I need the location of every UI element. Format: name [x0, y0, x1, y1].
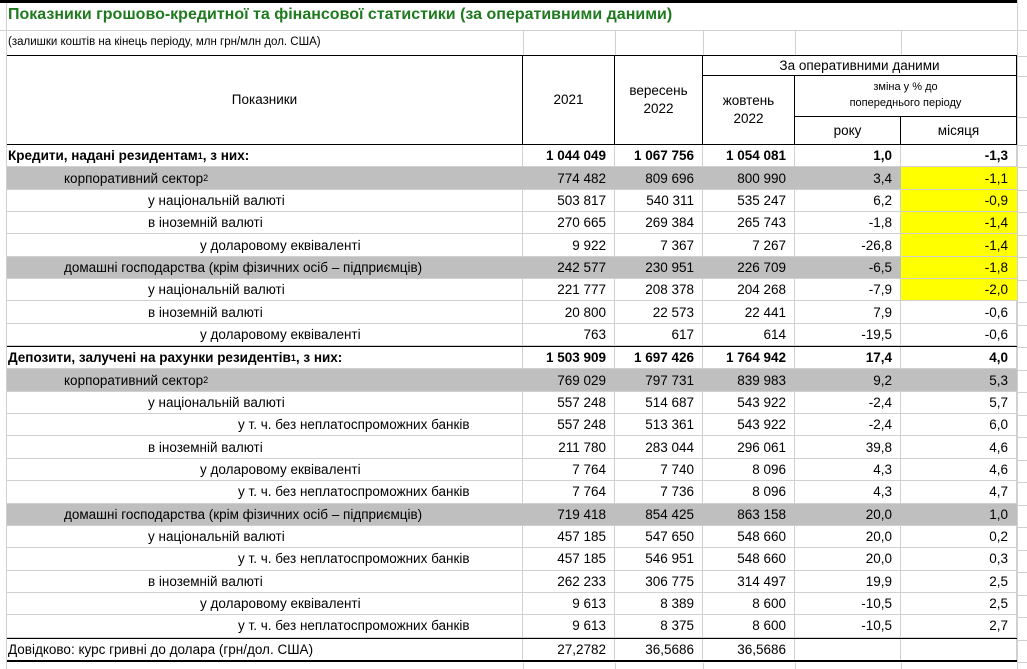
gridline [1018, 370, 1027, 371]
cell-oct-2022[interactable]: 839 983 [737, 372, 786, 388]
table-row [7, 504, 1017, 526]
cell-change-year[interactable]: 19,9 [795, 571, 901, 592]
gridline [1018, 640, 1027, 641]
cell-2021[interactable]: 20 800 [523, 301, 615, 322]
cell-oct-2022[interactable]: 1 764 942 [703, 347, 795, 368]
cell-oct-2022[interactable]: 548 660 [703, 548, 795, 569]
cell-change-month[interactable]: 4,0 [901, 347, 1017, 368]
cell-oct-2022[interactable]: 543 922 [703, 414, 795, 435]
table-row [7, 548, 1017, 570]
cell-2021[interactable]: 769 029 [557, 372, 606, 388]
cell-change-year[interactable]: 17,4 [795, 347, 901, 368]
cell-2021[interactable]: 9 613 [523, 593, 615, 614]
row-label: у т. ч. без неплатоспроможних банків [238, 417, 470, 433]
row-label: у національній валюті [148, 192, 285, 208]
gridline [1018, 347, 1027, 348]
col-header-sep-2022[interactable]: вересень 2022 [615, 56, 703, 145]
cell-change-month[interactable]: -1,1 [901, 167, 1017, 188]
col-header-2021[interactable]: 2021 [523, 56, 615, 145]
cell-change-month[interactable]: 5,3 [989, 372, 1008, 388]
cell-oct-2022[interactable]: 614 [703, 324, 795, 345]
cell-oct-2022[interactable]: 314 497 [703, 571, 795, 592]
cell-change-month[interactable]: 4,6 [901, 436, 1017, 457]
gridline [1018, 30, 1027, 31]
row-label-cell[interactable] [7, 234, 523, 255]
cell-2021[interactable]: 763 [523, 324, 615, 345]
cell-2021[interactable]: 7 764 [523, 481, 615, 502]
cell-sep-2022[interactable]: 547 650 [615, 526, 703, 547]
cell-sep-2022[interactable]: 617 [615, 324, 703, 345]
table-row [7, 638, 1017, 662]
gridline [1018, 280, 1027, 281]
cell-sep-2022[interactable]: 36,5686 [615, 639, 703, 660]
gridline [1018, 257, 1027, 258]
table-row [7, 145, 1017, 167]
row-label-cell[interactable] [7, 504, 523, 525]
table-row [7, 369, 1017, 391]
gridline [703, 31, 704, 55]
cell-oct-2022[interactable]: 204 268 [703, 279, 795, 300]
cell-2021[interactable]: 557 248 [523, 392, 615, 413]
row-label-cell[interactable] [7, 324, 523, 345]
row-label: Довідково: курс гривні до долара (грн/дол. США) [8, 641, 314, 657]
gridline [1018, 117, 1027, 118]
gridline [703, 663, 704, 669]
table-row [7, 324, 1017, 346]
table-row [7, 279, 1017, 301]
row-label-cell[interactable] [7, 593, 523, 614]
row-label-cell[interactable] [7, 257, 523, 278]
row-label-cell[interactable] [7, 615, 523, 636]
cell-change-year[interactable]: 1,0 [795, 145, 901, 166]
row-label: в іноземній валюті [148, 304, 263, 320]
gridline [1018, 617, 1027, 618]
row-label: у т. ч. без неплатоспроможних банків [238, 484, 470, 500]
cell-oct-2022[interactable]: 36,5686 [703, 639, 795, 660]
cell-change-year[interactable]: 6,2 [795, 190, 901, 211]
cell-change-year[interactable]: 20,0 [795, 548, 901, 569]
table-row [7, 190, 1017, 212]
gridline [795, 31, 796, 55]
gridline [615, 31, 616, 55]
col-header-operational[interactable]: За оперативними даними [703, 56, 1017, 76]
row-label: домашні господарства (крім фізичних осіб – підприємців) [64, 506, 423, 522]
cell-change-year[interactable]: 4,3 [795, 481, 901, 502]
table-row [7, 526, 1017, 548]
row-label-cell[interactable]: корпоративний сектор 2 [64, 170, 209, 186]
cell-change-month[interactable]: -0,6 [901, 301, 1017, 322]
row-label-cell[interactable] [7, 279, 523, 300]
row-label-cell[interactable] [7, 301, 523, 322]
cell-change-month[interactable]: 0,3 [901, 548, 1017, 569]
gridline [615, 663, 616, 669]
gridline [523, 663, 524, 669]
gridline [523, 31, 524, 55]
cell-change-year[interactable]: -7,9 [795, 279, 901, 300]
cell-sep-2022[interactable]: 797 731 [645, 372, 694, 388]
cell-2021[interactable]: 242 577 [557, 259, 606, 275]
row-label: домашні господарства (крім фізичних осіб – підприємців) [64, 259, 423, 275]
cell-change-month[interactable] [901, 639, 1017, 660]
cell-change-year[interactable]: 9,2 [873, 372, 892, 388]
cell-change-month[interactable]: -2,0 [901, 279, 1017, 300]
gridline [1018, 595, 1027, 596]
row-label: в іноземній валюті [148, 215, 263, 231]
cell-sep-2022[interactable]: 7 740 [615, 459, 703, 480]
table-header [7, 55, 1017, 146]
cell-sep-2022[interactable]: 8 389 [615, 593, 703, 614]
cell-sep-2022[interactable]: 514 687 [615, 392, 703, 413]
gridline [1018, 460, 1027, 461]
row-label-cell[interactable] [7, 190, 523, 211]
cell-sep-2022[interactable]: 7 367 [615, 234, 703, 255]
row-label-suffix: , з них: [202, 148, 250, 164]
cell-2021[interactable]: 211 780 [523, 436, 615, 457]
cell-2021[interactable]: 557 248 [523, 414, 615, 435]
gridline [795, 663, 796, 669]
table-row [7, 301, 1017, 323]
row-label-cell[interactable] [7, 436, 523, 457]
row-label-cell[interactable] [7, 571, 523, 592]
row-label-cell[interactable] [7, 459, 523, 480]
table-row [7, 414, 1017, 436]
cell-change-year[interactable]: -2,4 [795, 414, 901, 435]
row-label-cell[interactable]: корпоративний сектор 2 [64, 372, 209, 388]
col-header-change-group-label: зміна у % до попереднього періоду [849, 81, 962, 109]
cell-change-year[interactable]: -19,5 [795, 324, 901, 345]
table-row [7, 212, 1017, 234]
gridline [901, 663, 902, 669]
cell-oct-2022[interactable]: 8 096 [703, 481, 795, 502]
cell-change-month[interactable]: -1,3 [901, 145, 1017, 166]
cell-change-year[interactable]: -10,5 [795, 593, 901, 614]
row-label-cell[interactable]: Кредити, надані резидентам 1 , з них: [7, 145, 523, 166]
table-row [7, 481, 1017, 503]
gridline [1018, 167, 1027, 168]
row-label: корпоративний сектор [64, 170, 204, 186]
cell-oct-2022[interactable]: 543 922 [703, 392, 795, 413]
col-header-indicators[interactable]: Показники [7, 56, 523, 145]
gridline [1018, 302, 1027, 303]
cell-change-month[interactable]: 2,7 [901, 615, 1017, 636]
gridline [1018, 190, 1027, 191]
gridline [1018, 550, 1027, 551]
cell-sep-2022[interactable]: 854 425 [645, 506, 694, 522]
table-row [7, 615, 1017, 637]
row-label-cell[interactable] [7, 639, 523, 660]
cell-oct-2022[interactable]: 226 709 [737, 259, 786, 275]
cell-sep-2022[interactable]: 7 736 [615, 481, 703, 502]
gridline [1018, 482, 1027, 483]
row-label: у національній валюті [148, 394, 285, 410]
gridline [1018, 145, 1027, 146]
cell-2021[interactable]: 457 185 [523, 526, 615, 547]
cell-sep-2022[interactable]: 306 775 [615, 571, 703, 592]
row-label: у т. ч. без неплатоспроможних банків [238, 618, 470, 634]
cell-change-year[interactable]: -1,8 [795, 212, 901, 233]
gridline [1018, 572, 1027, 573]
cell-change-month[interactable]: -1,8 [901, 257, 1017, 278]
gridline [0, 30, 1027, 31]
cell-change-year[interactable]: -10,5 [795, 615, 901, 636]
gridline [1018, 235, 1027, 236]
gridline [1018, 437, 1027, 438]
cell-oct-2022[interactable]: 8 096 [703, 459, 795, 480]
table-row [7, 392, 1017, 414]
cell-2021[interactable]: 7 764 [523, 459, 615, 480]
table-row [7, 257, 1017, 279]
row-label: у доларовому еквіваленті [200, 237, 361, 253]
gridline [1018, 212, 1027, 213]
cell-change-year[interactable]: 39,8 [795, 436, 901, 457]
gridline [1017, 0, 1018, 669]
cell-change-month[interactable]: 4,7 [901, 481, 1017, 502]
cell-change-month[interactable]: -0,9 [901, 190, 1017, 211]
cell-2021[interactable]: 9 922 [523, 234, 615, 255]
cell-oct-2022[interactable]: 265 743 [703, 212, 795, 233]
row-label: Кредити, надані резидентам [8, 148, 198, 164]
row-label-cell[interactable] [7, 481, 523, 502]
cell-2021[interactable]: 221 777 [523, 279, 615, 300]
cell-2021[interactable]: 262 233 [523, 571, 615, 592]
cell-change-year[interactable]: -6,5 [868, 259, 892, 275]
row-label-suffix: , з них: [295, 350, 343, 366]
cell-sep-2022[interactable]: 230 951 [645, 259, 694, 275]
cell-2021[interactable]: 270 665 [523, 212, 615, 233]
cell-change-month[interactable]: 2,5 [901, 593, 1017, 614]
cell-change-month[interactable]: -1,4 [901, 212, 1017, 233]
cell-change-month[interactable]: 4,6 [901, 459, 1017, 480]
row-label-cell[interactable] [7, 392, 523, 413]
cell-oct-2022[interactable]: 1 054 081 [703, 145, 795, 166]
top-border-line [0, 0, 1017, 3]
gridline [1018, 415, 1027, 416]
row-label-cell[interactable] [7, 526, 523, 547]
cell-oct-2022[interactable]: 8 600 [703, 593, 795, 614]
cell-2021[interactable]: 9 613 [523, 615, 615, 636]
row-label-cell[interactable]: Депозити, залучені на рахунки резидентів 1 , з них: [7, 347, 523, 368]
row-label-cell[interactable] [7, 548, 523, 569]
cell-sep-2022[interactable]: 208 378 [615, 279, 703, 300]
gridline [901, 31, 902, 55]
cell-change-month[interactable]: -1,4 [901, 234, 1017, 255]
cell-sep-2022[interactable]: 8 375 [615, 615, 703, 636]
row-label: у т. ч. без неплатоспроможних банків [238, 551, 470, 567]
cell-change-year[interactable]: 4,3 [795, 459, 901, 480]
row-label-cell[interactable] [7, 212, 523, 233]
table-row [7, 459, 1017, 481]
cell-2021[interactable]: 503 817 [523, 190, 615, 211]
cell-sep-2022[interactable]: 513 361 [615, 414, 703, 435]
cell-oct-2022[interactable]: 800 990 [737, 170, 786, 186]
gridline [1018, 392, 1027, 393]
cell-oct-2022[interactable]: 7 267 [703, 234, 795, 255]
cell-sep-2022[interactable]: 540 311 [615, 190, 703, 211]
row-label: в іноземній валюті [148, 573, 263, 589]
cell-change-month[interactable]: 2,5 [901, 571, 1017, 592]
gridline [1018, 76, 1027, 77]
cell-change-month[interactable]: 0,2 [901, 526, 1017, 547]
cell-oct-2022[interactable]: 8 600 [703, 615, 795, 636]
cell-change-year[interactable]: 20,0 [865, 506, 892, 522]
cell-change-month[interactable]: 1,0 [989, 506, 1008, 522]
table-row [7, 234, 1017, 256]
table-row [7, 593, 1017, 615]
cell-2021[interactable]: 1 503 909 [523, 347, 615, 368]
table-body [7, 145, 1017, 662]
table-row [7, 571, 1017, 593]
gridline [1018, 325, 1027, 326]
cell-sep-2022[interactable]: 546 951 [615, 548, 703, 569]
cell-oct-2022[interactable]: 22 441 [703, 301, 795, 322]
table-row [7, 436, 1017, 458]
gridline [1018, 527, 1027, 528]
page-subtitle: (залишки коштів на кінець періоду, млн грн/млн дол. США) [8, 36, 321, 48]
col-header-change-group[interactable] [795, 76, 1017, 117]
row-label-cell[interactable] [7, 414, 523, 435]
cell-2021[interactable]: 719 418 [557, 506, 606, 522]
cell-2021[interactable]: 457 185 [523, 548, 615, 569]
gridline [6, 663, 7, 669]
cell-oct-2022[interactable]: 535 247 [703, 190, 795, 211]
cell-change-month[interactable]: 6,0 [901, 414, 1017, 435]
cell-2021[interactable]: 27,2782 [523, 639, 615, 660]
cell-change-year[interactable]: 7,9 [795, 301, 901, 322]
cell-oct-2022[interactable]: 548 660 [703, 526, 795, 547]
gridline [1018, 662, 1027, 663]
cell-sep-2022[interactable]: 809 696 [645, 170, 694, 186]
cell-change-year[interactable]: -26,8 [795, 234, 901, 255]
row-label: у національній валюті [148, 282, 285, 298]
page-title: Показники грошово-кредитної та фінансової статистики (за оперативними даними) [8, 6, 673, 23]
cell-sep-2022[interactable]: 269 384 [615, 212, 703, 233]
row-label: у доларовому еквіваленті [200, 326, 361, 342]
cell-sep-2022[interactable]: 1 697 426 [615, 347, 703, 368]
cell-sep-2022[interactable]: 22 573 [615, 301, 703, 322]
row-label: у національній валюті [148, 529, 285, 545]
row-label: в іноземній валюті [148, 439, 263, 455]
row-label: корпоративний сектор [64, 372, 204, 388]
row-label: у доларовому еквіваленті [200, 461, 361, 477]
col-header-oct-2022[interactable]: жовтень 2022 [703, 76, 795, 145]
cell-2021[interactable]: 1 044 049 [523, 145, 615, 166]
cell-2021[interactable]: 774 482 [557, 170, 606, 186]
cell-oct-2022[interactable]: 863 158 [737, 506, 786, 522]
cell-change-month[interactable]: -0,6 [901, 324, 1017, 345]
cell-sep-2022[interactable]: 1 067 756 [615, 145, 703, 166]
cell-change-year[interactable]: 20,0 [795, 526, 901, 547]
gridline [1018, 56, 1027, 57]
row-label: Депозити, залучені на рахунки резидентів [8, 350, 291, 366]
cell-change-month[interactable]: 5,7 [901, 392, 1017, 413]
cell-sep-2022[interactable]: 283 044 [615, 436, 703, 457]
cell-change-year[interactable]: 3,4 [873, 170, 892, 186]
gridline [1018, 505, 1027, 506]
table-row [7, 346, 1017, 369]
cell-oct-2022[interactable]: 296 061 [703, 436, 795, 457]
row-label: у доларовому еквіваленті [200, 596, 361, 612]
cell-change-year[interactable] [795, 639, 901, 660]
table-row [7, 167, 1017, 189]
col-header-change-month[interactable]: місяця [901, 117, 1017, 145]
cell-change-year[interactable]: -2,4 [795, 392, 901, 413]
col-header-change-year[interactable]: року [795, 117, 901, 145]
